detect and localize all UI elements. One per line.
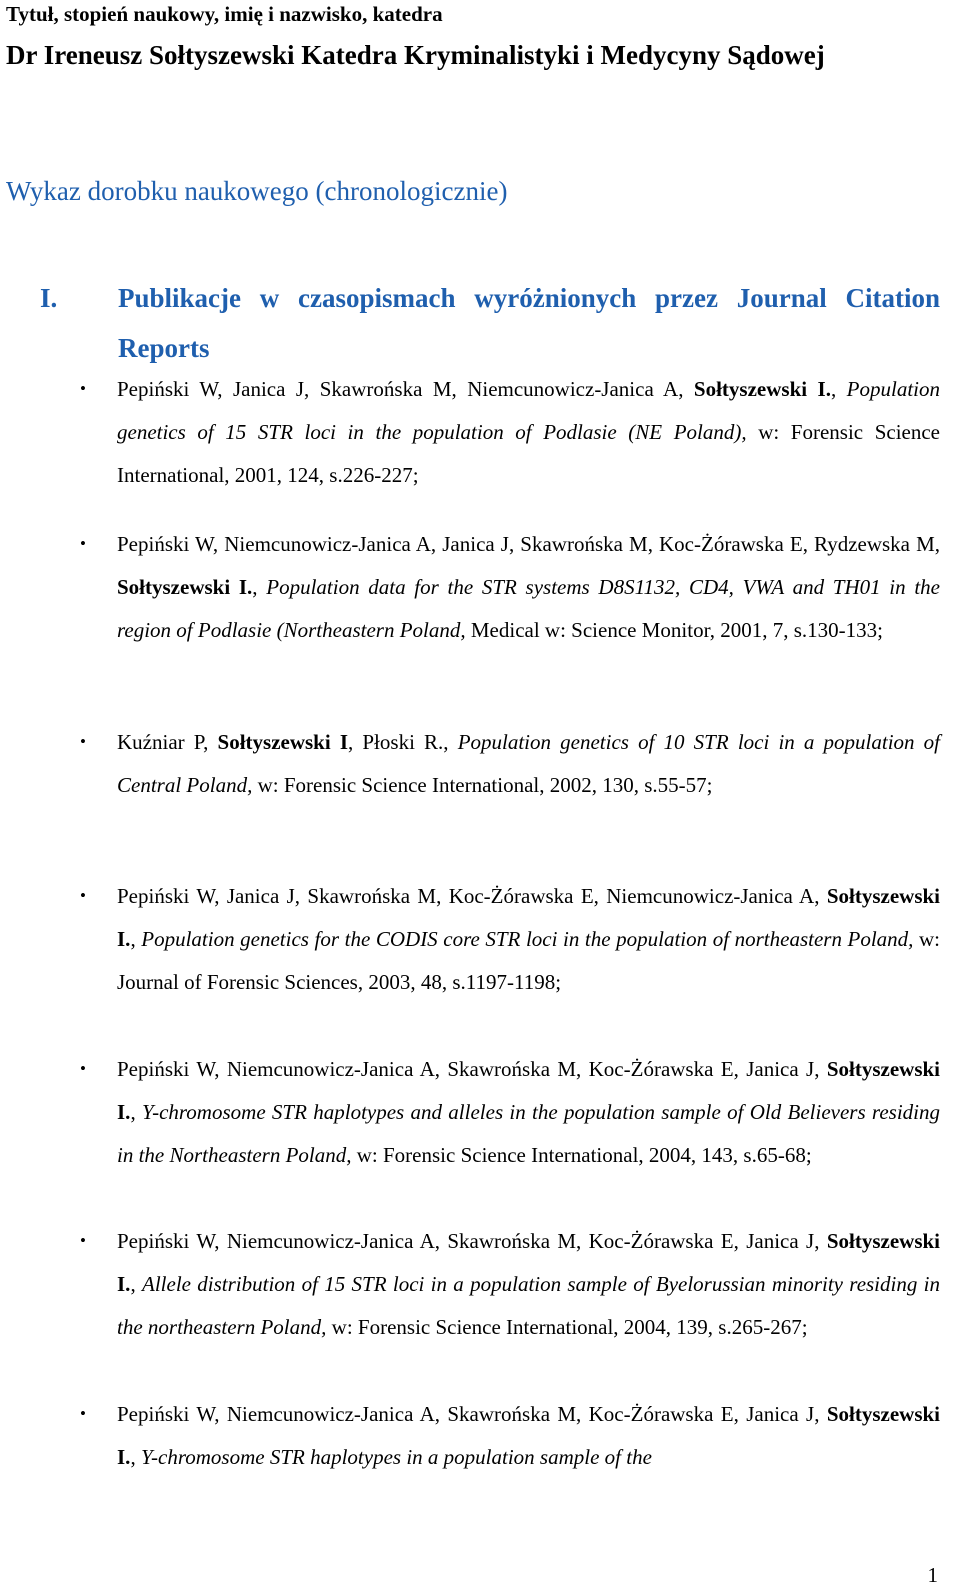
pub-authors: Pepiński W, Janica J, Skawrońska M, Koc-Żórawska E, Niemcunowicz-Janica A, [117, 884, 820, 908]
pub-title: Population data for the STR systems D8S1132, CD4, VWA and TH01 in the region of Podlasie (Northeastern Poland, [117, 574, 940, 642]
bullet-icon: • [80, 379, 86, 398]
section-title: Publikacje w czasopismach wyróżnionych przez Journal Citation Reports [118, 283, 940, 363]
pub-source: w: Forensic Science International, 2004, 143, s.65-68; [356, 1142, 812, 1167]
publication-item [80, 721, 941, 807]
pub-authors: Pepiński W, Niemcunowicz-Janica A, Skawrońska M, Koc-Żórawska E, Janica J, [117, 1229, 820, 1253]
pub-highlight-author: Sołtyszewski I. [117, 1402, 941, 1469]
page-number: 1 [927, 1563, 938, 1587]
pub-highlight-author: Sołtyszewski I. [693, 377, 831, 401]
pub-source: w: Forensic Science International, 2004, 139, s.265-267; [331, 1314, 808, 1339]
pub-separator: , [130, 1271, 136, 1296]
pub-title: Population genetics for the CODIS core STR loci in the population of northeastern Poland, [141, 926, 914, 951]
bullet-icon: • [80, 886, 86, 905]
bullet-icon: • [80, 1059, 86, 1078]
bullet-icon: • [80, 732, 86, 751]
header-label: Tytuł, stopień naukowy, imię i nazwisko, katedra [6, 2, 443, 26]
bullet-icon: • [80, 1404, 86, 1423]
bullet-icon: • [80, 534, 86, 553]
pub-highlight-author: Sołtyszewski I. [117, 1057, 941, 1124]
pub-source: Medical w: Science Monitor, 2001, 7, s.130-133; [470, 617, 883, 642]
publication-item [80, 1220, 941, 1348]
pub-title: Y-chromosome STR haplotypes in a population sample of the [140, 1444, 652, 1469]
publication-item [80, 875, 941, 1003]
publication-item [80, 523, 940, 651]
pub-source: w: Forensic Science International, 2002, 130, s.55-57; [257, 772, 713, 797]
publication-item [80, 1393, 941, 1479]
pub-title: Y-chromosome STR haplotypes and alleles in the population sample of Old Believers residing in the Northeastern Poland, [117, 1099, 940, 1167]
pub-title: Population genetics of 10 STR loci in a population of Central Poland, [117, 730, 941, 797]
pub-separator: , [130, 1099, 136, 1124]
pub-highlight-author: Sołtyszewski I [217, 730, 348, 754]
pub-highlight-author: Sołtyszewski I. [117, 884, 941, 951]
pub-separator: , [252, 574, 258, 599]
pub-source: w: Forensic Science International, 2001, 124, s.226-227; [117, 419, 941, 487]
pub-authors: Pepiński W, Janica J, Skawrońska M, Niemcunowicz-Janica A, [117, 377, 684, 401]
pub-authors: Kuźniar P, [117, 730, 209, 754]
author-line: Dr Ireneusz Sołtyszewski Katedra Kryminalistyki i Medycyny Sądowej [6, 40, 825, 70]
pub-authors: Pepiński W, Niemcunowicz-Janica A, Skawrońska M, Koc-Żórawska E, Janica J, [117, 1057, 820, 1081]
publication-item [80, 368, 941, 496]
pub-title: Population genetics of 15 STR loci in the population of Podlasie (NE Poland), [117, 377, 940, 444]
pub-authors: Pepiński W, Niemcunowicz-Janica A, Janica J, Skawrońska M, Koc-Żórawska E, Rydzewska M, [117, 532, 940, 556]
pub-title: Allele distribution of 15 STR loci in a population sample of Byelorussian minority residing in the northeastern Poland, [117, 1271, 940, 1339]
pub-highlight-author: Sołtyszewski I. [117, 574, 253, 599]
section-number: I. [40, 283, 58, 313]
pub-separator: , [830, 377, 837, 401]
pub-source: w: Journal of Forensic Sciences, 2003, 48, s.1197-1198; [117, 926, 941, 994]
pub-authors: Pepiński W, Niemcunowicz-Janica A, Skawrońska M, Koc-Żórawska E, Janica J, [117, 1402, 820, 1426]
publication-item [80, 1048, 941, 1176]
pub-separator: , [130, 926, 136, 951]
bullet-icon: • [80, 1231, 86, 1250]
list-title: Wykaz dorobku naukowego (chronologicznie) [6, 176, 508, 206]
pub-separator: , Płoski R., [348, 730, 449, 754]
pub-separator: , [130, 1444, 136, 1469]
pub-highlight-author: Sołtyszewski I. [117, 1229, 941, 1296]
